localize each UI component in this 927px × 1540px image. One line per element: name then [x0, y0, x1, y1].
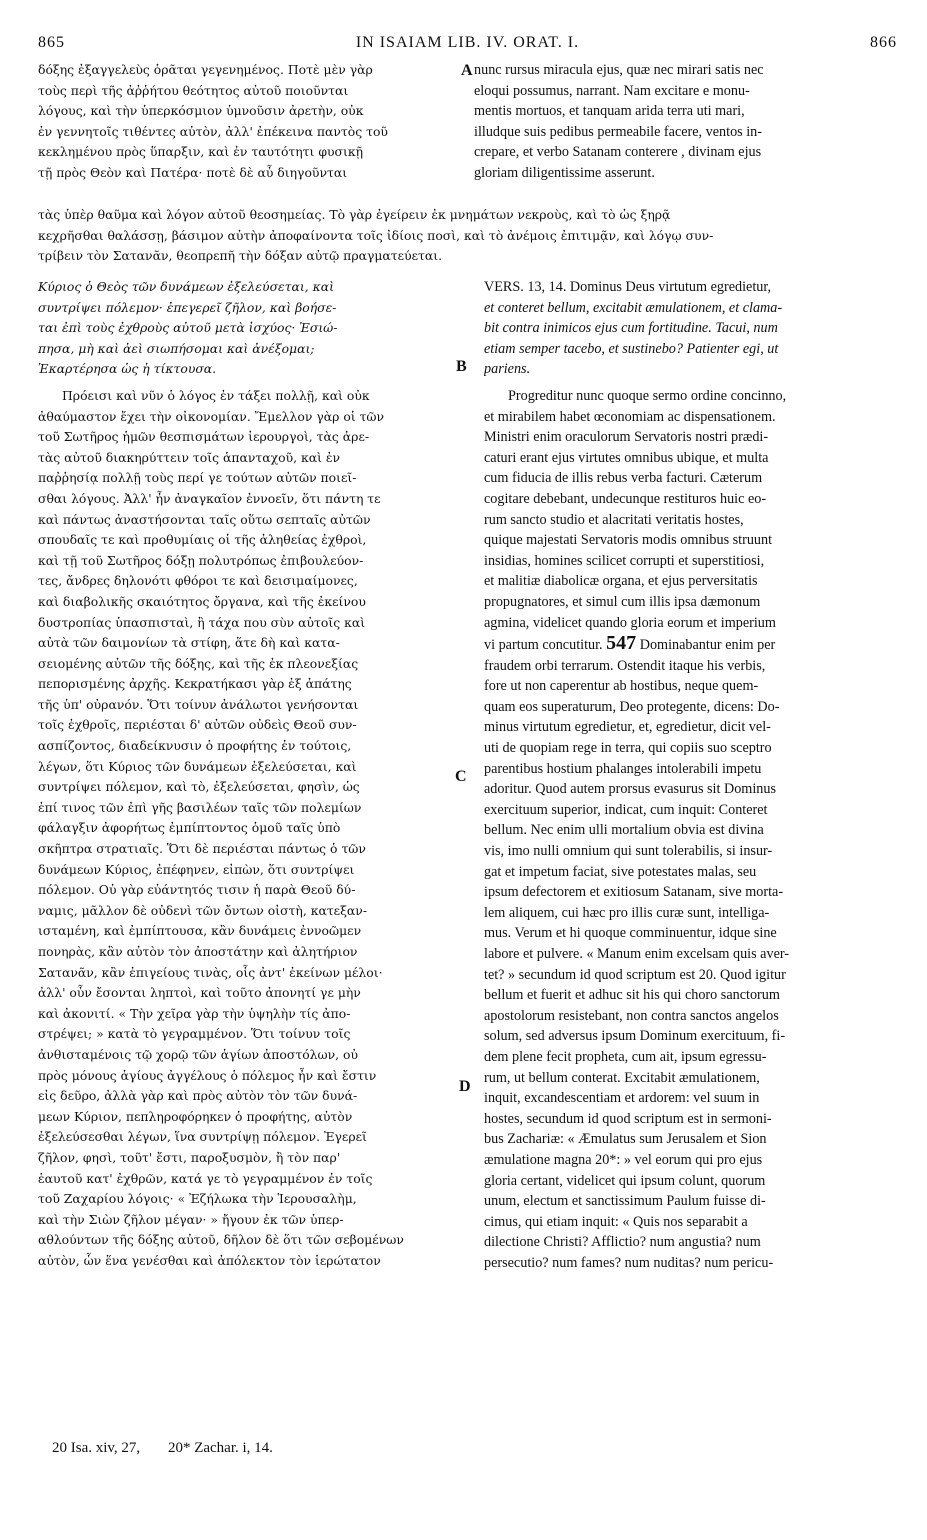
latin-line: eloqui possumus, narrant. Nam excitare e monu-: [474, 82, 750, 99]
greek-line: καὶ τῇ τοῦ Σωτῆρος δόξῃ πολυτρόπως ἐπιβουλεύον-: [38, 552, 364, 568]
greek-line: λόγους, καὶ τὴν ὑπερκόσμιον ὑμνοῦσιν ἀρετὴν, οὐκ: [38, 103, 364, 119]
footnotes: [52, 1440, 297, 1457]
latin-column-bottom: [484, 277, 888, 1274]
greek-line: πόλεμον. Οὐ γὰρ εὐάντητός τισιν ἡ παρὰ Θεοῦ δύ-: [38, 882, 356, 898]
greek-line: ναμις, μᾶλλον δὲ οὐδενὶ τῶν ὄντων οἰστὴ, κατεξαν-: [38, 902, 368, 918]
latin-line: parentibus hostium phalanges intolerabili impetu: [484, 760, 762, 777]
greek-line: ἀλλ' οὖν ἔσονται ληπτοὶ, καὶ τοῦτο ἀπονητί γε μὴν: [38, 985, 361, 1001]
greek-line: ται ἐπὶ τοὺς ἐχθροὺς αὐτοῦ μετὰ ἰσχύος· Ἐσιώ-: [38, 320, 338, 336]
greek-line: ἑαυτοῦ κατ' ἐχθρῶν, κατά γε τὸ γεγραμμένον ἐν τοῖς: [38, 1170, 373, 1186]
greek-line: δόξης ἐξαγγελεὺς ὁρᾶται γεγενημένος. Ποτὲ μὲν γὰρ: [38, 62, 373, 77]
latin-line: hostes, secundum id quod scriptum est in sermoni-: [484, 1110, 772, 1127]
latin-line: minus virtutum egredietur, et, egredietur, dicit vel-: [484, 719, 771, 736]
latin-line: quam eos superaturum, Deo protegente, dicens: Do-: [484, 698, 780, 715]
latin-line: pariens.: [484, 361, 531, 378]
margin-marker-d: D: [459, 1078, 471, 1095]
latin-line: propugnatores, et simul cum illis ipsa dæmonum: [484, 593, 761, 610]
margin-marker-a: A: [461, 62, 473, 79]
greek-line: ισταμένη, καὶ ἐμπίπτουσα, κἂν δυνάμεις ἐννοῶμεν: [38, 923, 362, 939]
latin-line: fraudem orbi terrarum. Ostendit itaque his verbis,: [484, 657, 766, 674]
footnote-1: 20 Isa. xiv, 27,: [52, 1440, 141, 1456]
greek-line: κεχρῆσθαι θαλάσσῃ, βάσιμον αὐτὴν ἀποφαίνοντα τοῖς ἰδίοις ποσὶ, καὶ τὸ ἀνέμοις ἐπιτιμᾷν, καὶ λόγῳ συν-: [38, 227, 714, 243]
latin-line: dilectione Christi? Afflictio? num angustia? num: [484, 1234, 761, 1251]
greek-line: ασπίζοντος, διαδείκνυσιν ὁ προφήτης ἐν τούτοις,: [38, 738, 352, 754]
greek-line: καὶ πάντως ἀναστήσονται ταῖς οὕτω σεπταῖς αὐτῶν: [38, 511, 371, 527]
greek-fullwidth-passage: [38, 205, 888, 267]
greek-line: ἀθαύμαστον ἔχει τὴν οἰκονομίαν. Ἔμελλον γὰρ οἱ τῶν: [38, 408, 385, 424]
latin-line: VERS. 13, 14. Dominus Deus virtutum egredietur,: [484, 279, 772, 295]
latin-line: bellum et fuerit et adhuc sit his qui choro sanctorum: [484, 987, 780, 1004]
latin-line: caturi erant ejus virtutes omnibus ubique, et multa: [484, 449, 769, 466]
latin-line: apostolorum resistebant, non contra sanctos angelos: [484, 1007, 779, 1024]
greek-line: παῤῥησίᾳ πολλῇ τοὺς περί γε τούτων αὐτῶν ποιεῖ-: [38, 470, 357, 486]
latin-line: vis, imo nulli omnium qui sunt tolerabilis, si insur-: [484, 843, 773, 860]
latin-line: et mirabilem habet œconomiam ac dispensationem.: [484, 408, 776, 425]
greek-line: πονηρὰς, κἂν αὐτὸν τὸν ἀποστάτην καὶ ἀλητήριον: [38, 944, 358, 959]
latin-line: mus. Verum et hi quoque comminuentur, idque sine: [484, 925, 777, 942]
page-number-left: 865: [38, 34, 65, 51]
latin-line: persecutio? num fames? num nuditas? num pericu-: [484, 1254, 774, 1271]
latin-line: rum, ut bellum conterat. Excitabit æmulationem,: [484, 1069, 760, 1086]
greek-line: κεκλημένου πρὸς ὕπαρξιν, καὶ ἐν ταυτότητι φυσικῇ: [38, 144, 364, 160]
latin-line: gloriam diligentissime asserunt.: [474, 164, 655, 181]
greek-line: φάλαγξιν ἀφορήτως ἐμπίπτοντος ὁμοῦ ταῖς ὑπὸ: [38, 820, 341, 836]
latin-line: gat et impetum faciat, sive potestates malas, seu: [484, 863, 757, 880]
latin-line: et conteret bellum, excitabit æmulationem, et clama-: [484, 299, 783, 316]
latin-line: nunc rursus miracula ejus, quæ nec mirari satis nec: [474, 62, 764, 78]
latin-line: rum sancto studio et alacritati veritatis hostes,: [484, 511, 744, 528]
column-number: 547: [606, 633, 637, 655]
greek-line: στρέψει; » κατὰ τὸ γεγραμμένον. Ὅτι τοίνυν τοῖς: [38, 1026, 351, 1042]
margin-marker-c: C: [455, 768, 467, 785]
page-number-right: 866: [870, 34, 897, 51]
latin-line: bit contra inimicos ejus cum fortitudine. Tacui, num: [484, 320, 778, 337]
greek-line: τῇ πρὸς Θεὸν καὶ Πατέρα· ποτὲ δὲ αὖ διηγοῦνται: [38, 164, 348, 180]
running-header: [38, 34, 897, 56]
latin-line: Progreditur nunc quoque sermo ordine concinno,: [508, 387, 787, 404]
latin-line: crepare, et verbo Satanam conterere , divinam ejus: [474, 144, 762, 161]
latin-line: vi partum concutitur. 547 Dominabantur enim per: [484, 633, 776, 655]
latin-line: solum, sed adversus ipsum Dominum exercituum, fi-: [484, 1028, 786, 1045]
greek-line: τοὺς περὶ τῆς ἀῤῥήτου θεότητος αὐτοῦ ποιοῦνται: [38, 82, 349, 98]
latin-line: exercituum superior, indicat, cum inquit: Conteret: [484, 801, 768, 818]
footnote-2: 20* Zachar. i, 14.: [167, 1440, 273, 1456]
greek-line: τες, ἄνδρες δηλονότι φθόροι τε καὶ δεισιμαίμονες,: [38, 573, 358, 589]
latin-line: dem plene fecit propheta, cum ait, ipsum egressu-: [484, 1048, 767, 1065]
greek-column-bottom: [38, 277, 458, 1272]
latin-line: cum fiducia de illis rebus verba facturi. Cæterum: [484, 470, 763, 487]
greek-line: πεπορισμένης ἀρχῆς. Κεκρατήκασι γὰρ ἐξ ἀπάτης: [38, 676, 352, 692]
greek-line: σκῆπτρα στρατιαῖς. Ὅτι δὲ περιέσται πάντως ὁ τῶν: [38, 841, 366, 857]
latin-line: uti de quopiam rege in terra, qui copiis suo sceptro: [484, 740, 772, 757]
greek-line: σπουδαῖς τε καὶ προθυμίαις οἱ τῆς ἀληθείας ἐχθροὶ,: [38, 532, 367, 548]
greek-line: Πρόεισι καὶ νῦν ὁ λόγος ἐν τάξει πολλῇ, καὶ οὐκ: [62, 387, 370, 403]
greek-line: δυστροπίας ὑπασπισταὶ, ἢ τάχα που σὺν αὐτοῖς καὶ: [38, 614, 366, 630]
greek-line: σθαι λόγους. Ἀλλ' ἦν ἀναγκαῖον ἐννοεῖν, ὅτι πάντη τε: [38, 490, 381, 506]
greek-line: καὶ τὴν Σιὼν ζῆλον μέγαν· » ἤγουν ἐκ τῶν ὑπερ-: [38, 1211, 344, 1227]
greek-line: αθλούντων τῆς δόξης αὐτοῦ, δῆλον δὲ ὅτι τῶν σεβομένων: [38, 1232, 404, 1248]
greek-line: τῆς ὑπ' οὐρανόν. Ὅτι τοίνυν ἀνάλωτοι γενήσονται: [38, 696, 359, 712]
greek-line: Κύριος ὁ Θεὸς τῶν δυνάμεων ἐξελεύσεται, καὶ: [38, 279, 334, 294]
latin-line: agmina, videlicet quando gloria eorum et imperium: [484, 614, 776, 631]
latin-line: inquit, excandescentiam et ardorem: vel suum in: [484, 1090, 760, 1107]
greek-line: πρὸς μόνους ἁγίους ἀγγέλους ὁ πόλεμος ἦν καὶ ἔστιν: [38, 1067, 377, 1083]
latin-line: cimus, qui etiam inquit: « Quis nos separabit a: [484, 1213, 748, 1230]
latin-line: et malitiæ diabolicæ organa, et ejus perversitatis: [484, 573, 758, 590]
margin-marker-b: B: [456, 358, 467, 375]
greek-column-top: [38, 60, 458, 184]
latin-line: ipsum defectorem et exitiosum Satanam, sive morta-: [484, 884, 784, 901]
greek-line: λέγων, ὅτι Κύριος τῶν δυνάμεων ἐξελεύσεται, καὶ: [38, 758, 357, 774]
greek-line: εἰς δεῦρο, ἀλλὰ γὰρ καὶ πρὸς αὐτὸν τὸν τῶν δυνά-: [38, 1088, 358, 1104]
greek-line: τὰς ὑπὲρ θαῦμα καὶ λόγον αὐτοῦ θεοσημείας. Τὸ γὰρ ἐγείρειν ἐκ μνημάτων νεκροὺς, καὶ τὸ ὡς ξηρᾷ: [38, 207, 671, 222]
greek-line: τοῦ Σωτῆρος ἡμῶν θεσπισμάτων ἱερουργοὶ, τὰς ἀρε-: [38, 429, 370, 445]
greek-line: τοῦ Ζαχαρίου λόγοις· « Ἐζήλωκα τὴν Ἱερουσαλὴμ,: [38, 1191, 357, 1207]
greek-line: Ἐκαρτέρησα ὡς ἡ τίκτουσα.: [38, 361, 217, 377]
greek-line: τρίβειν τὸν Σατανᾶν, θεοπρεπῆ τὴν δόξαν αὐτῷ πραγματεύεται.: [38, 248, 443, 264]
latin-line: gloria certant, videlicet qui ipsum colunt, quorum: [484, 1172, 766, 1189]
greek-line: καὶ ἀκονιτί. « Τὴν χεῖρα γὰρ τὴν ὑψηλὴν τίς ἀπο-: [38, 1005, 351, 1021]
latin-line: labore et pulvere. « Manum enim excelsam quis aver-: [484, 946, 790, 962]
greek-line: δυνάμεων Κύριος, ἐπέφηνεν, εἰπὼν, ὅτι συντρίψει: [38, 861, 355, 877]
greek-line: ἐπί τινος τῶν ἐπὶ γῆς βασιλέων ταῖς τῶν πολεμίων: [38, 799, 362, 815]
latin-column-top: [474, 60, 888, 184]
greek-line: αὐτὸν, ὧν ἕνα γενέσθαι καὶ ἀπόλεκτον τὸν ἱερώτατον: [38, 1252, 381, 1268]
latin-line: bellum. Nec enim ulli mortalium obvia est divina: [484, 822, 764, 839]
latin-line: tet? » secundum id quod scriptum est 20. Quod igitur: [484, 966, 786, 983]
greek-line: ζῆλον, φησὶ, τοῦτ' ἔστι, παροξυσμὸν, ἢ τὸν παρ': [38, 1149, 341, 1165]
latin-line: mentis mortuos, et tanquam arida terra uti mari,: [474, 103, 745, 120]
greek-line: ἐν γεννητοῖς τιθέντες αὐτὸν, ἀλλ' ἐπέκεινα παντὸς τοῦ: [38, 123, 388, 139]
greek-line: συντρίψει πόλεμον· ἐπεγερεῖ ζῆλον, καὶ βοήσε-: [38, 299, 337, 315]
greek-line: ἐξελεύσεσθαι λέγων, ἵνα συντρίψῃ πόλεμον. Ἐγερεῖ: [38, 1129, 367, 1145]
greek-line: καὶ διαβολικῆς σκαιότητος ὄργανα, καὶ τῆς ἐκείνου: [38, 593, 366, 609]
latin-line: insidias, homines scilicet corrupti et superstitiosi,: [484, 552, 765, 569]
greek-line: αὐτὰ τῶν δαιμονίων τὰ στίφη, ἅτε δὴ καὶ κατα-: [38, 635, 340, 651]
latin-line: unum, electum et sanctissimum Paulum fuisse di-: [484, 1193, 766, 1210]
greek-line: μεων Κύριον, πεπληροφόρηκεν ὁ προφήτης, αὐτὸν: [38, 1108, 353, 1124]
latin-line: lem aliquem, cui hæc pro illis curæ sunt, intelliga-: [484, 904, 770, 921]
latin-line: bus Zachariæ: « Æmulatus sum Jerusalem et Sion: [484, 1131, 767, 1148]
latin-line: illudque suis pedibus permeabile facere, ventos in-: [474, 123, 762, 140]
latin-line: Ministri enim oraculorum Servatoris nostri prædi-: [484, 429, 769, 446]
latin-line: adoritur. Quod autem prorsus evasurus sit Dominus: [484, 781, 776, 798]
running-title: IN ISAIAM LIB. IV. ORAT. I.: [355, 34, 580, 51]
latin-line: etiam semper tacebo, et sustinebo? Patienter egi, ut: [484, 340, 779, 357]
greek-line: Σατανᾶν, κἂν ἐπιγείους τινὰς, οἷς ἀντ' ἐκείνων μέλοι·: [38, 964, 383, 980]
latin-line: quique majestati Servatoris modis omnibus struunt: [484, 532, 773, 549]
greek-line: συντρίψει πόλεμον, καὶ τὸ, ἐξελεύσεται, φησὶν, ὡς: [38, 779, 360, 795]
latin-line: æmulatione magna 20*: » vel eorum qui pro ejus: [484, 1151, 763, 1168]
greek-line: τοῖς ἐχθροῖς, περιέσται δ' αὐτῶν οὐδεὶς Θεοῦ συν-: [38, 717, 357, 733]
greek-line: πησα, μὴ καὶ ἀεὶ σιωπήσομαι καὶ ἀνέξομαι;: [38, 340, 315, 356]
greek-line: τὰς αὐτοῦ διακηρύττειν τοῖς ἁπανταχοῦ, καὶ ἐν: [38, 449, 341, 465]
greek-line: σειομένης αὐτῶν τῆς δόξης, καὶ τῆς ἐκ πλεονεξίας: [38, 655, 359, 671]
greek-line: ἀνθισταμένοις τῷ χορῷ τῶν ἁγίων ἀποστόλων, οὐ: [38, 1046, 359, 1062]
latin-line: cogitare debebant, undecunque restituros huic eo-: [484, 490, 767, 507]
latin-line: fore ut non caperentur ab hostibus, neque quem-: [484, 678, 759, 695]
